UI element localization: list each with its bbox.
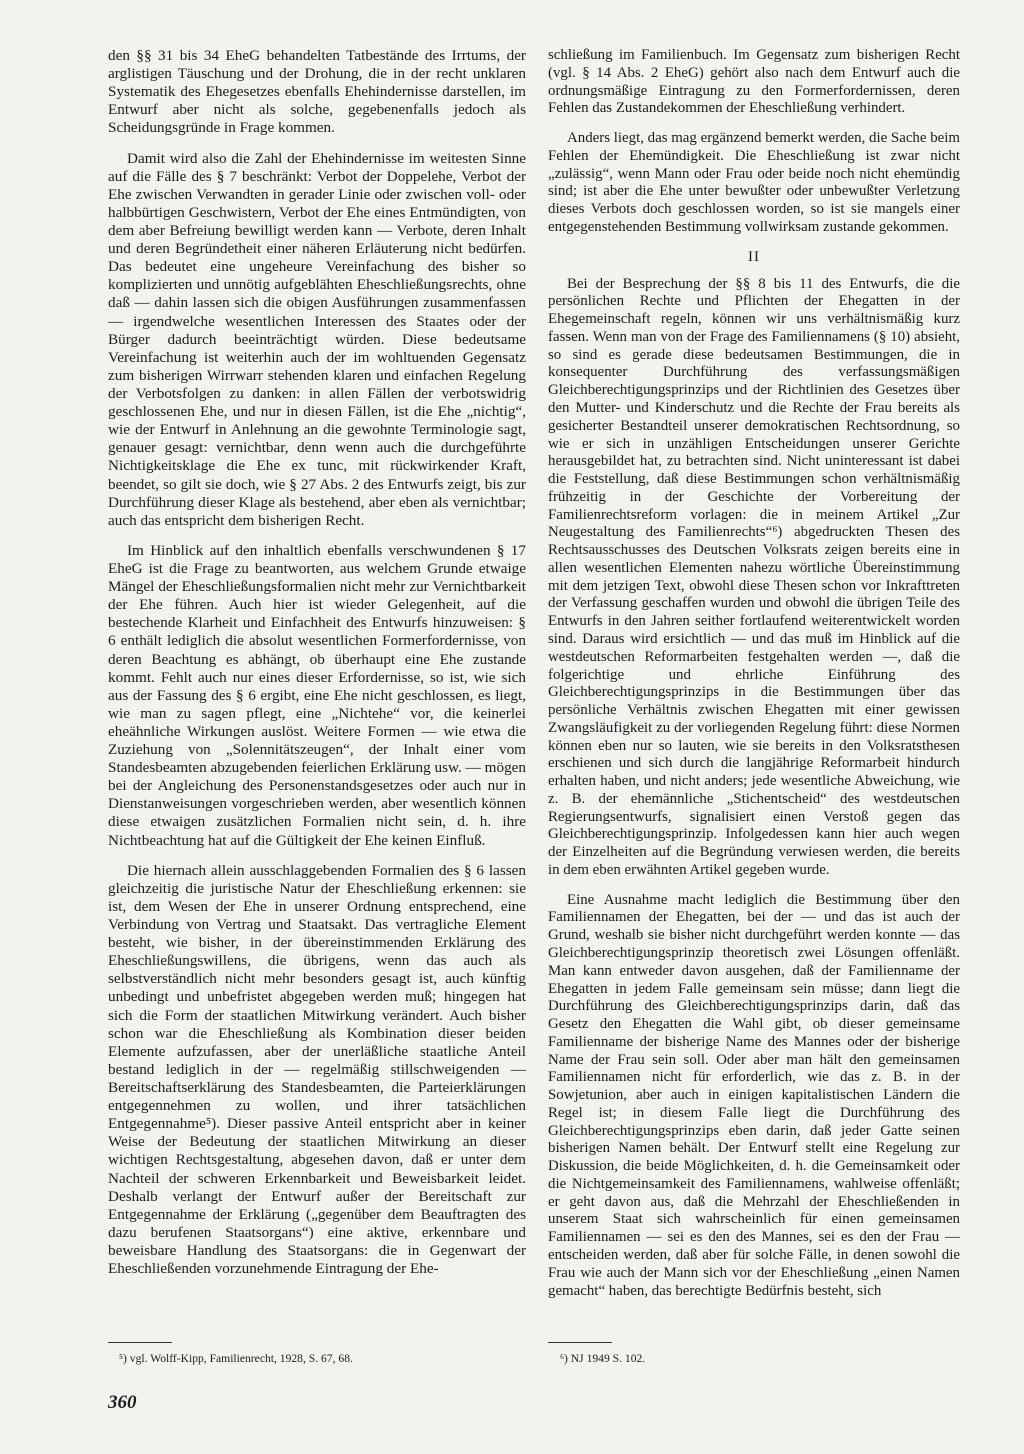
left-column bbox=[108, 47, 526, 1290]
paragraph: schließung im Familienbuch. Im Gegensatz zum bisherigen Recht (vgl. § 14 Abs. 2 EheG) gehört also nach dem Entwurf auch die ordnungsmäßige Eintragung zu den Formerfordernissen, deren Fehlen das Zustandekommen der Eheschließung verhindert. bbox=[548, 47, 960, 117]
paragraph: Damit wird also die Zahl der Ehehindernisse im weitesten Sinne auf die Fälle des § 7 beschränkt: Verbot der Doppelehe, Verbot der Ehe zwischen Verwandten in gerader Linie oder zwischen voll- oder halbbürtigen Geschwistern, Verbot der Ehe eines Entmündigten, von dem aber Befreiung bewilligt werden kann — Verbote, deren Inhalt und deren Begründetheit einer näheren Erläuterung nicht bedürfen. Das bedeutet eine ungeheure Vereinfachung des bisher so komplizierten und unnötig aufgeblähten Eheschließungsrechts, ohne daß — dahin lassen sich die obigen Ausführungen zusammenfassen — irgendwelche wesentlichen Interessen des Staates oder der Bürger dadurch beeinträchtigt würden. Diese bedeutsame Vereinfachung ist weiterhin auch der im wohltuenden Gegensatz zum bisherigen Wirrwarr stehenden klaren und einfachen Regelung der Verbotsfolgen zu danken: in allen Fällen der verbotswidrig geschlossenen Ehe, und nur in diesen Fällen, ist die Ehe „nichtig“, wie der Entwurf in Anlehnung an die gewohnte Terminologie sagt, genauer gesagt: vernichtbar, denn wenn auch die durchgeführte Nichtigkeitsklage die Ehe ex tunc, mit rückwirkender Kraft, beendet, so gilt sie doch, wie § 27 Abs. 2 des Entwurfs zeigt, bis zur Durchführung dieser Klage als bestehend, aber eben als vernichtbar; auch das entspricht dem bisherigen Recht. bbox=[108, 149, 526, 529]
footnote-rule bbox=[108, 1342, 172, 1343]
footnote-right: ⁶) NJ 1949 S. 102. bbox=[560, 1352, 646, 1365]
paragraph: den §§ 31 bis 34 EheG behandelten Tatbestände des Irrtums, der arglistigen Täuschung und der Drohung, die in der recht unklaren Systematik des Ehegesetzes ebenfalls Ehehindernisse darstellen, im Entwurf aber nicht als solche, gegebenenfalls jedoch als Scheidungsgründe in Frage kommen. bbox=[108, 47, 526, 137]
footnote-left: ⁵) vgl. Wolff-Kipp, Familienrecht, 1928, S. 67, 68. bbox=[119, 1352, 353, 1365]
paragraph: Die hiernach allein ausschlaggebenden Formalien des § 6 lassen gleichzeitig die juristische Natur der Eheschließung erkennen: sie ist, dem Wesen der Ehe in unserer Ordnung entsprechend, eine Verbindung von Vertrag und Staatsakt. Das vertragliche Element besteht, wie bisher, in der übereinstimmenden Erklärung des Eheschließungswillens, die übrigens, wenn das auch als selbstverständlich nicht mehr besonders gesagt ist, auch künftig unbedingt und unbefristet abgegeben werden muß; hingegen hat sich die Form der staatlichen Mitwirkung verändert. Auch bisher schon war die Eheschließung als Kombination dieser beiden Elemente aufzufassen, aber der unerläßliche staatliche Anteil bestand lediglich in der — regelmäßig stillschweigenden — Bereitschaftserklärung des Standesbeamten, die Parteierklärungen entgegennehmen zu wollen, und ihrer tatsächlichen Entgegennahme⁵). Dieser passive Anteil entspricht aber in keiner Weise der Bedeutung der staatlichen Mitwirkung an dieser wichtigen Rechtsgestaltung, abgesehen davon, daß er unter dem Nachteil der schweren Erkennbarkeit und Beweisbarkeit leidet. Deshalb verlangt der Entwurf außer der Bereitschaft zur Entgegennahme der Erklärung („gegenüber dem Beauftragten des dazu berufenen Staatsorgans“) eine aktive, erkennbare und beweisbare Handlung des Staatsorgans: die in Gegenwart der Eheschließenden vorzunehmende Eintragung der Ehe- bbox=[108, 861, 526, 1278]
paragraph: Anders liegt, das mag ergänzend bemerkt werden, die Sache beim Fehlen der Ehemündigkeit. Die Eheschließung ist zwar nicht „zulässig“, wenn Mann oder Frau oder beide noch nicht ehemündig sind; ist aber die Ehe unter bewußter oder unbewußter Verletzung dieses Verbots doch geschlossen worden, so ist sie mangels einer entgegenstehenden Bestimmung vollwirksam zustande gekommen. bbox=[548, 130, 960, 235]
footnote-rule bbox=[548, 1342, 612, 1343]
paragraph: Im Hinblick auf den inhaltlich ebenfalls verschwundenen § 17 EheG ist die Frage zu beantworten, aus welchem Grunde etwaige Mängel der Eheschließungsformalien nicht mehr zur Vernichtbarkeit der Ehe führen. Auch hier ist wieder Gelegenheit, auf die bestechende Klarheit und Einfachheit des Entwurfs hinzuweisen: § 6 enthält lediglich die absolut wesentlichen Formerfordernisse, von deren Beachtung es abhängt, ob überhaupt eine Ehe zustande kommt. Fehlt auch nur eines dieser Erfordernisse, so ist, wie sich aus der Fassung des § 6 ergibt, eine Ehe nicht geschlossen, es liegt, wie man zu sagen pflegt, eine „Nichtehe“ vor, die keinerlei eheähnliche Wirkungen auslöst. Weitere Formen — wie etwa die Zuziehung von „Solennitätszeugen“, der Inhalt einer vom Standesbeamten abzugebenden feierlichen Erklärung usw. — mögen bei der Angleichung des Personenstandsgesetzes oder auch nur in Dienstanweisungen vorgeschrieben werden, aber wesentlich können diese etwaigen zusätzlichen Formalien nicht sein, d. h. ihre Nichtbeachtung hat auf die Gültigkeit der Ehe keinen Einfluß. bbox=[108, 541, 526, 849]
right-column bbox=[548, 47, 960, 1312]
paragraph: Bei der Besprechung der §§ 8 bis 11 des Entwurfs, die die persönlichen Rechte und Pflichten der Ehegatten in der Ehegemeinschaft regeln, können wir uns verhältnismäßig kurz fassen. Wenn man von der Frage des Familiennamens (§ 10) absieht, so sind es gerade diese bedeutsamen Bestimmungen, die in konsequenter Durchführung des verfassungsmäßigen Gleichberechtigungsprinzips und der Richtlinien des Gesetzes über den Mutter- und Kinderschutz und die Rechte der Frau bereits als gesicherter Bestandteil unserer demokratischen Rechtsordnung, so wie er sich in unzähligen Entscheidungen unserer Gerichte herausgebildet hat, zu betrachten sind. Nicht uninteressant ist dabei die Feststellung, daß diese Bestimmungen schon verhältnismäßig frühzeitig in der Geschichte der Vorbereitung der Familienrechtsreform vorlagen: die in meinem Artikel „Zur Neugestaltung des Familienrechts“⁶) abgedruckten Thesen des Rechtsausschusses des Deutschen Volksrats zeigen bereits eine in allen wesentlichen Elementen nahezu wörtliche Übereinstimmung mit dem jetzigen Text, obwohl diese Thesen schon vor Inkrafttreten der Verfassung geschaffen wurden und obwohl die übrigen Teile des Entwurfs in den Jahren seither fortlaufend weiterentwickelt worden sind. Daraus wird ersichtlich — und das muß im Hinblick auf die westdeutschen Reformarbeiten festgehalten werden —, daß die folgerichtige und ehrliche Einführung des Gleichberechtigungsprinzips in die Bestimmungen über das persönliche Verhältnis zwischen Ehegatten mit einer gewissen Zwangsläufigkeit zu der vorliegenden Regelung führt: diese Normen können eben nur so lauten, wie sie bereits in den Volksratsthesen erschienen und sich durch die langjährige Reformarbeit hindurch erhalten haben, und nicht anders; jede wesentliche Abweichung, wie z. B. der ehemännliche „Stichentscheid“ des westdeutschen Regierungsentwurfs, signalisiert einen Verstoß gegen das Gleichberechtigungsprinzip. Infolgedessen kann hier auch wegen der Einzelheiten auf die Begründung verwiesen werden, die bereits in dem eben erwähnten Artikel gegeben wurde. bbox=[548, 275, 960, 878]
section-heading: II bbox=[748, 248, 760, 265]
paragraph: Eine Ausnahme macht lediglich die Bestimmung über den Familiennamen der Ehegatten, bei der — und das ist auch der Grund, weshalb sie bisher nicht durchgeführt werden konnte — das Gleichberechtigungsprinzip theoretisch zwei Lösungen offenläßt. Man kann entweder davon ausgehen, daß der Familienname der Ehegatten in jedem Falle gemeinsam sein müsse; dann liegt die Durchführung des Gleichberechtigungsprinzips darin, daß das Gesetz den Ehegatten die Wahl gibt, ob dieser gemeinsame Familienname der bisherige Name des Mannes oder der bisherige Name der Frau sein soll. Oder aber man hält den gemeinsamen Familiennamen nicht für erforderlich, wie das z. B. in der Sowjetunion, aber auch in einigen kapitalistischen Ländern die Regel ist; in diesem Falle liegt die Durchführung des Gleichberechtigungsprinzips eben darin, daß jeder Gatte seinen bisherigen Namen behält. Der Entwurf stellt eine Regelung zur Diskussion, die beide Möglichkeiten, d. h. die Gemeinsamkeit oder die Nichtgemeinsamkeit des Familiennamens, wahlweise offenläßt; er geht davon aus, daß die Mehrzahl der Eheschließenden in unserem Staat sich wahrscheinlich für einen gemeinsamen Familiennamen — sei es den des Mannes, sei es den der Frau — entscheiden werden, daß aber für solche Fälle, in denen sowohl die Frau wie auch der Mann sich vor der Eheschließung „einen Namen gemacht“ haben, das berechtigte Bedürfnis besteht, sich bbox=[548, 891, 960, 1299]
page-number: 360 bbox=[108, 1392, 137, 1413]
